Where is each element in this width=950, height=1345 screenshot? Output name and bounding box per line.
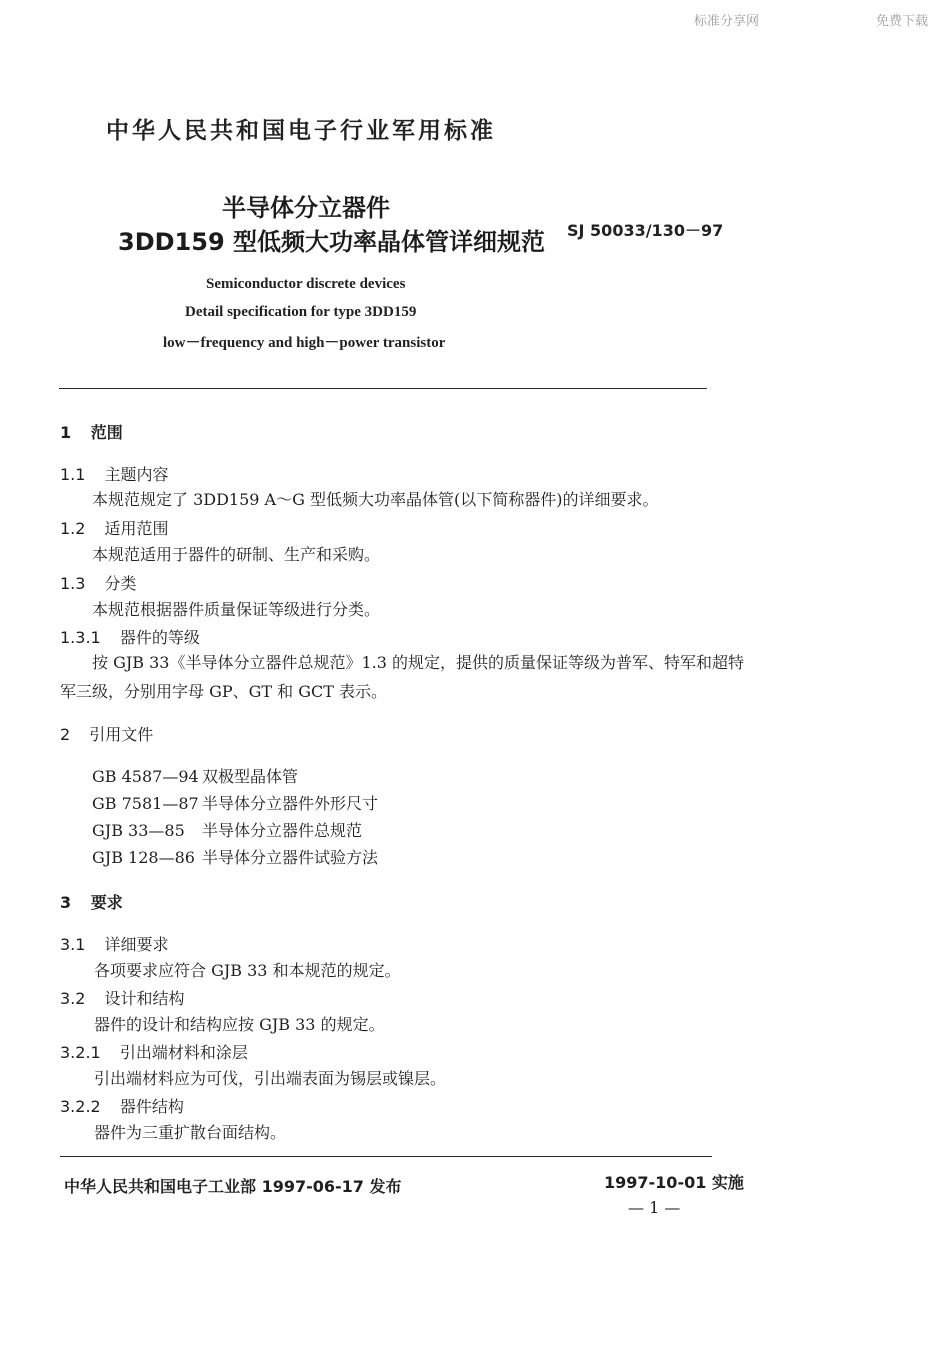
section-1-1-heading — [60, 462, 169, 485]
section-title: 详细要求 — [104, 935, 169, 954]
section-title: 器件结构 — [119, 1097, 184, 1116]
section-number: 1 — [60, 423, 72, 442]
title-en-line2: Detail specification for type 3DD159 — [185, 304, 417, 320]
section-title: 分类 — [104, 574, 137, 593]
section-number: 2 — [60, 725, 71, 744]
section-title: 范围 — [90, 423, 123, 442]
section-3-2-heading — [60, 986, 185, 1009]
section-title: 器件的等级 — [119, 628, 200, 647]
title-cn-line2: 3DD159 型低频大功率晶体管详细规范 — [118, 228, 545, 256]
section-number: 1.3.1 — [60, 628, 101, 647]
section-title: 引出端材料和涂层 — [119, 1043, 248, 1062]
title-en-line1: Semiconductor discrete devices — [206, 276, 406, 292]
section-1-3-1-text-line2: 军三级，分别用字母 GP、GT 和 GCT 表示。 — [60, 682, 388, 701]
section-number: 3.2 — [60, 989, 86, 1008]
reference-code: GJB 128—86 — [92, 848, 195, 867]
section-number: 1.3 — [60, 574, 86, 593]
section-number: 3.2.2 — [60, 1097, 101, 1116]
section-number: 3.2.1 — [60, 1043, 101, 1062]
reference-item — [92, 791, 378, 814]
section-1-3-heading — [60, 571, 137, 594]
section-1-3-1-heading — [60, 625, 200, 648]
section-number: 3 — [60, 893, 72, 912]
section-2-heading — [60, 722, 153, 745]
standard-name: 中华人民共和国电子行业军用标准 — [106, 118, 496, 144]
reference-item — [92, 818, 362, 841]
footer-divider — [60, 1156, 712, 1157]
watermark-right: 免费下载 — [876, 14, 929, 29]
section-title: 适用范围 — [104, 519, 169, 538]
header-divider — [59, 388, 707, 389]
reference-code: GB 7581—87 — [92, 794, 199, 813]
reference-code: GB 4587—94 — [92, 767, 199, 786]
section-title: 设计和结构 — [104, 989, 185, 1008]
standard-code: SJ 50033/130－97 — [567, 221, 724, 240]
section-number: 1.2 — [60, 519, 86, 538]
issue-statement: 中华人民共和国电子工业部 1997-06-17 发布 — [64, 1177, 402, 1196]
section-3-1-text: 各项要求应符合 GJB 33 和本规范的规定。 — [94, 961, 401, 980]
section-1-3-1-text-line1: 按 GJB 33《半导体分立器件总规范》1.3 的规定，提供的质量保证等级为普军、特军和超特 — [92, 653, 745, 672]
effective-date: 1997-10-01 实施 — [604, 1173, 744, 1192]
section-3-2-text: 器件的设计和结构应按 GJB 33 的规定。 — [94, 1015, 385, 1034]
section-number: 3.1 — [60, 935, 86, 954]
title-cn-line1: 半导体分立器件 — [222, 194, 390, 222]
section-3-1-heading — [60, 932, 169, 955]
page-number: — 1 — — [628, 1198, 681, 1217]
reference-name: 半导体分立器件试验方法 — [202, 848, 379, 867]
section-1-heading — [60, 420, 123, 443]
reference-item — [92, 845, 378, 868]
section-1-2-text: 本规范适用于器件的研制、生产和采购。 — [92, 545, 381, 564]
title-en-line3: low－frequency and high－power transistor — [163, 335, 446, 351]
section-1-1-text: 本规范规定了 3DD159 A～G 型低频大功率晶体管(以下简称器件)的详细要求。 — [92, 490, 659, 509]
section-3-2-1-text: 引出端材料应为可伐，引出端表面为锡层或镍层。 — [94, 1069, 447, 1088]
section-1-3-text: 本规范根据器件质量保证等级进行分类。 — [92, 600, 381, 619]
reference-code: GJB 33—85 — [92, 821, 185, 840]
section-title: 要求 — [90, 893, 123, 912]
watermark-left: 标准分享网 — [694, 14, 760, 29]
section-number: 1.1 — [60, 465, 86, 484]
section-3-2-1-heading — [60, 1040, 248, 1063]
section-3-2-2-text: 器件为三重扩散台面结构。 — [94, 1123, 287, 1142]
section-3-heading — [60, 890, 123, 913]
reference-name: 半导体分立器件总规范 — [202, 821, 363, 840]
reference-item — [92, 764, 298, 787]
reference-name: 半导体分立器件外形尺寸 — [202, 794, 379, 813]
section-3-2-2-heading — [60, 1094, 184, 1117]
section-title: 引用文件 — [89, 725, 154, 744]
section-title: 主题内容 — [104, 465, 169, 484]
section-1-2-heading — [60, 516, 169, 539]
reference-name: 双极型晶体管 — [202, 767, 299, 786]
